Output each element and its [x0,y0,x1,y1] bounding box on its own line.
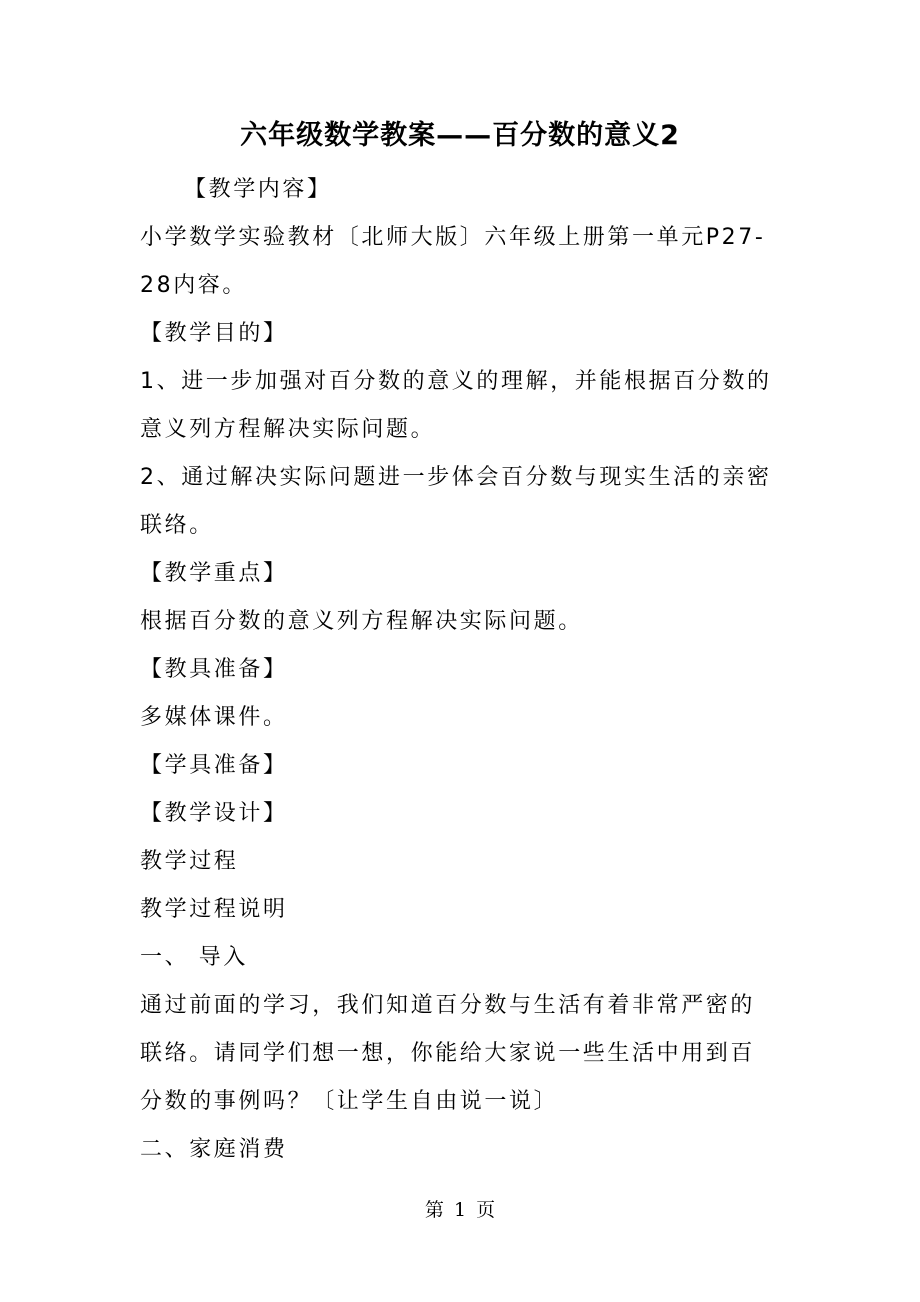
paragraph-line: 教学过程 [140,849,239,874]
heading-teaching-goals: 【教学目的】 [140,321,288,346]
section-heading-household-spending: 二、家庭消费 [140,1137,288,1162]
document-title: 六年级数学教案——百分数的意义2 [240,120,680,151]
heading-teaching-tools: 【教具准备】 [140,657,288,682]
paragraph-line: 联络。请同学们想一想，你能给大家说一些生活中用到百 [140,1041,756,1066]
document-body [140,166,780,1174]
heading-learning-tools: 【学具准备】 [140,753,288,778]
paragraph-line: 1、进一步加强对百分数的意义的理解，并能根据百分数的 [140,369,772,394]
paragraph-line: 28内容。 [140,273,247,298]
paragraph-line: 通过前面的学习，我们知道百分数与生活有着非常严密的 [140,993,756,1018]
heading-teaching-focus: 【教学重点】 [140,561,288,586]
paragraph-line: 教学过程说明 [140,897,288,922]
paragraph-line: 根据百分数的意义列方程解决实际问题。 [140,609,583,634]
paragraph-line: 意义列方程解决实际问题。 [140,417,436,442]
page-number: 第 1 页 [424,1199,496,1221]
paragraph-line: 多媒体课件。 [140,705,288,730]
section-heading-introduction: 一、 导入 [140,945,248,970]
heading-teaching-content: 【教学内容】 [184,177,332,202]
paragraph-line: 联络。 [140,513,214,538]
paragraph-line: 小学数学实验教材〔北师大版〕六年级上册第一单元P27- [140,225,766,250]
heading-teaching-design: 【教学设计】 [140,801,288,826]
paragraph-line: 分数的事例吗？〔让学生自由说一说〕 [140,1089,559,1114]
paragraph-line: 2、通过解决实际问题进一步体会百分数与现实生活的亲密 [140,465,772,490]
